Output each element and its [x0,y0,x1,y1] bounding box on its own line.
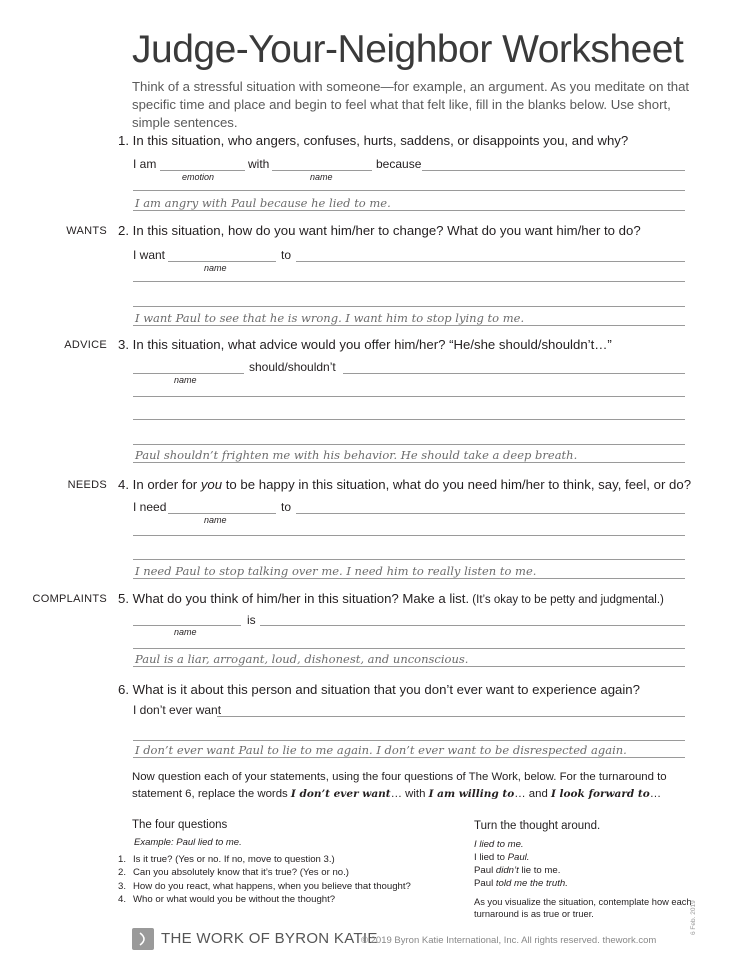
q3-name-blank[interactable] [133,373,244,374]
q1-name-hint: name [310,172,333,182]
q3-extra-line-1[interactable] [133,396,685,397]
revision-date: 6 Feb. 2019 [690,900,697,935]
q4-name-hint: name [204,515,227,525]
q5-is-blank[interactable] [260,625,685,626]
q2-i-want-label: I want [133,248,166,262]
q1-extra-line[interactable] [133,190,685,191]
list-item: 2. Can you absolutely know that it’s true? (Yes or no.) [118,867,349,879]
q1-because-label: because [376,157,422,171]
q4-extra-line-1[interactable] [133,535,685,536]
byron-katie-logo-icon [132,928,154,950]
q1-emotion-hint: emotion [182,172,215,182]
footer-copyright: © 2019 Byron Katie International, Inc. All rights reserved. thework.com [361,935,657,946]
q4-to-label: to [281,500,292,514]
question-3: 3. In this situation, what advice would you offer him/her? “He/she should/shouldn’t…” [118,337,612,352]
q1-i-am-label: I am [133,157,157,171]
turnaround-line-2: I lied to Paul. [474,852,530,863]
question-4: 4. In order for you to be happy in this situation, what do you need him/her to think, say, feel, or do? [118,477,692,492]
turnaround-list [474,838,568,890]
q4-to-blank[interactable] [296,513,685,514]
q2-extra-line-2[interactable] [133,306,685,307]
q1-name-blank[interactable] [272,170,372,171]
list-item: 3. How do you react, what happens, when you believe that thought? [118,880,411,892]
complaints-label: COMPLAINTS [32,593,107,605]
turnaround-title: Turn the thought around. [474,820,601,832]
turnaround-note: As you visualize the situation, contemplate how each turnaround is as true or truer. [474,897,692,920]
instructions: Now question each of your statements, using the four questions of The Work, below. For the turnaround to statement 6, replace the words I don’t ever want… with I am willing to… and I look forward to… [132,771,667,800]
q2-extra-line-1[interactable] [133,281,685,282]
q4-example-line [133,578,685,579]
turnaround-line-1: I lied to me. [474,839,524,850]
needs-label: NEEDS [67,479,107,491]
q1-emotion-blank[interactable] [160,170,245,171]
q4-extra-line-2[interactable] [133,559,685,560]
q1-because-blank[interactable] [422,170,685,171]
q3-example: Paul shouldn’t frighten me with his behavior. He should take a deep breath. [135,448,578,462]
q3-should-blank[interactable] [343,373,685,374]
q2-example-line [133,325,685,326]
question-1: 1. In this situation, who angers, confuses, hurts, saddens, or disappoints you, and why? [118,133,629,148]
turnaround-line-3: Paul didn’t lie to me. [474,865,561,876]
q4-example: I need Paul to stop talking over me. I need him to really listen to me. [135,564,537,578]
q2-to-label: to [281,248,292,262]
q4-name-blank[interactable] [168,513,276,514]
advice-label: ADVICE [64,339,107,351]
q3-extra-line-2[interactable] [133,419,685,420]
intro-text: Think of a stressful situation with someone—for example, an argument. As you meditate on that specific time and place and begin to feel what that felt like, fill in the blanks below. Use short, simple sentences. [132,79,690,130]
q5-extra-line[interactable] [133,648,685,649]
q3-example-line [133,462,685,463]
list-item: 4. Who or what would you be without the thought? [118,894,336,906]
page-title: Judge-Your-Neighbor Worksheet [132,28,684,71]
four-questions-example: Example: Paul lied to me. [134,837,242,848]
question-6: 6. What is it about this person and situation that you don’t ever want to experience again? [118,682,640,697]
q6-example: I don’t ever want Paul to lie to me again. I don’t ever want to be disrespected again. [135,743,627,757]
q6-extra-line[interactable] [133,740,685,741]
question-5: 5. What do you think of him/her in this situation? Make a list. (It’s okay to be petty and judgmental.) [118,591,664,606]
q2-name-hint: name [204,263,227,273]
q3-should-label: should/shouldn’t [249,360,336,374]
four-questions-title: The four questions [132,819,228,831]
wants-label: WANTS [66,225,107,237]
q6-example-line [133,757,685,758]
list-item: 1. Is it true? (Yes or no. If no, move to question 3.) [118,854,335,865]
footer-brand: THE WORK OF BYRON KATIE [161,930,378,947]
q5-is-label: is [247,613,256,627]
question-2: 2. In this situation, how do you want him/her to change? What do you want him/her to do? [118,223,641,238]
q2-to-blank[interactable] [296,261,685,262]
q1-example-line [133,210,685,211]
q5-name-hint: name [174,627,197,637]
q5-example-line [133,666,685,667]
four-questions-list [118,853,448,907]
q1-with-label: with [248,157,270,171]
q3-name-hint: name [174,375,197,385]
q4-i-need-label: I need [133,500,167,514]
q3-extra-line-3[interactable] [133,444,685,445]
q1-example: I am angry with Paul because he lied to me. [135,196,391,210]
q6-dont-blank[interactable] [217,716,685,717]
q2-name-blank[interactable] [168,261,276,262]
q2-example: I want Paul to see that he is wrong. I want him to stop lying to me. [135,311,525,325]
turnaround-line-4: Paul told me the truth. [474,878,568,889]
q6-dont-label: I don’t ever want [133,703,222,717]
q5-example: Paul is a liar, arrogant, loud, dishonest, and unconscious. [135,652,469,666]
q5-name-blank[interactable] [133,625,241,626]
